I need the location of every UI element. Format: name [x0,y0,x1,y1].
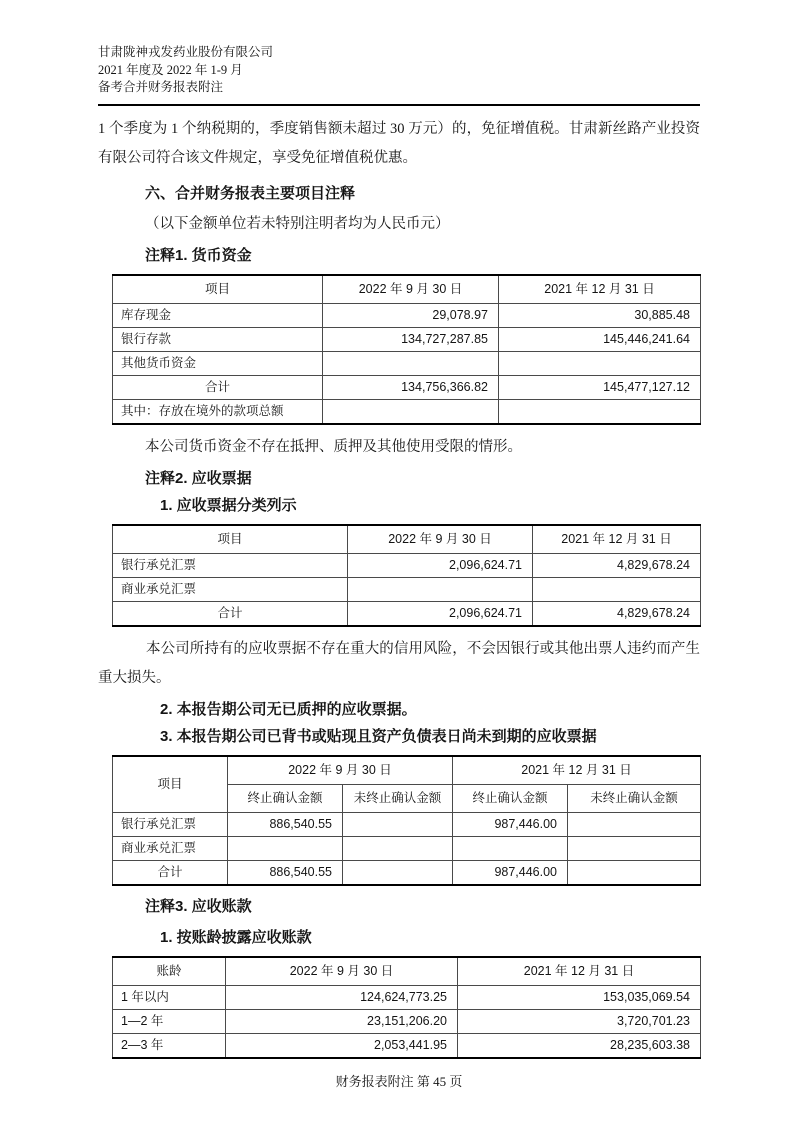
value-not-derecognized-2021 [568,812,701,836]
total-2021: 4,829,678.24 [533,601,701,626]
section6-title: 六、合并财务报表主要项目注释 [145,184,356,202]
value-2022: 2,053,441.95 [226,1033,458,1058]
value-2022: 29,078.97 [323,303,499,327]
table-row [113,303,701,327]
col-item: 项目 [113,756,228,813]
value-not-derecognized-2022 [343,812,453,836]
value-not-derecognized-2021 [568,836,701,860]
cash-table [112,274,701,425]
note3-item1-title: 1. 按账龄披露应收账款 [160,928,312,946]
row-label: 其中：存放在境外的款项总额 [113,399,323,424]
row-label: 2—3 年 [113,1033,226,1058]
value-2021 [499,351,701,375]
table-row [113,836,701,860]
endorsed-notes-table [112,755,701,886]
value-2022: 134,727,287.85 [323,327,499,351]
cash-table-header-row [113,275,701,304]
notes-receivable-table [112,524,701,627]
total-label: 合计 [113,601,348,626]
table-row [113,812,701,836]
value-2022 [323,351,499,375]
note2-title: 注释2. 应收票据 [145,469,252,487]
note2-remark: 本公司所持有的应收票据不存在重大的信用风险，不会因银行或其他出票人违约而产生重大损失。 [98,640,700,686]
col-aging: 账龄 [113,957,226,986]
row-label: 商业承兑汇票 [113,577,348,601]
doc-title: 备考合并财务报表附注 [98,80,224,94]
total-not-derecognized-2021 [568,860,701,885]
note1-remark: 本公司货币资金不存在抵押、质押及其他使用受限的情形。 [145,438,522,455]
row-label: 库存现金 [113,303,323,327]
page-number-footer: 财务报表附注 第 45 页 [335,1073,463,1089]
value-2021: 153,035,069.54 [458,985,701,1009]
row-label: 银行承兑汇票 [113,812,228,836]
note2-item3-title: 3. 本报告期公司已背书或贴现且资产负债表日尚未到期的应收票据 [160,727,597,745]
total-label: 合计 [113,375,323,399]
col-2021-group: 2021 年 12 月 31 日 [453,756,701,785]
value-2021: 30,885.48 [499,303,701,327]
note2-item2-title: 2. 本报告期公司无已质押的应收票据。 [160,700,417,718]
total-row [113,860,701,885]
value-2022 [348,577,533,601]
total-not-derecognized-2022 [343,860,453,885]
total-derecognized-2021: 987,446.00 [453,860,568,885]
col-2022: 2022 年 9 月 30 日 [348,525,533,554]
endorsed-table-group-header-row [113,756,701,785]
table-row [113,1009,701,1033]
value-2021: 3,720,701.23 [458,1009,701,1033]
value-2022: 2,096,624.71 [348,553,533,577]
row-label: 1 年以内 [113,985,226,1009]
row-label: 商业承兑汇票 [113,836,228,860]
table-row [113,327,701,351]
col-2021: 2021 年 12 月 31 日 [499,275,701,304]
value-2022: 124,624,773.25 [226,985,458,1009]
value-2021 [499,399,701,424]
col-item: 项目 [113,525,348,554]
value-derecognized-2022: 886,540.55 [228,812,343,836]
aging-table [112,956,701,1059]
table-row [113,399,701,424]
value-derecognized-2022 [228,836,343,860]
total-2022: 2,096,624.71 [348,601,533,626]
table-row [113,553,701,577]
value-2021: 145,446,241.64 [499,327,701,351]
col-2022-group: 2022 年 9 月 30 日 [228,756,453,785]
total-label: 合计 [113,860,228,885]
col-item: 项目 [113,275,323,304]
col-2021: 2021 年 12 月 31 日 [458,957,701,986]
notes-table-header-row [113,525,701,554]
value-2022: 23,151,206.20 [226,1009,458,1033]
row-label: 银行承兑汇票 [113,553,348,577]
col-not-derecognized-2022: 未终止确认金额 [343,784,453,812]
note1-title: 注释1. 货币资金 [145,246,252,264]
col-2021: 2021 年 12 月 31 日 [533,525,701,554]
row-label: 1—2 年 [113,1009,226,1033]
value-2021 [533,577,701,601]
total-2022: 134,756,366.82 [323,375,499,399]
col-not-derecognized-2021: 未终止确认金额 [568,784,701,812]
note2-item1-title: 1. 应收票据分类列示 [160,496,297,514]
value-2022 [323,399,499,424]
total-row [113,375,701,399]
col-2022: 2022 年 9 月 30 日 [323,275,499,304]
table-row [113,985,701,1009]
col-derecognized-2021: 终止确认金额 [453,784,568,812]
value-2021: 28,235,603.38 [458,1033,701,1058]
total-derecognized-2022: 886,540.55 [228,860,343,885]
col-2022: 2022 年 9 月 30 日 [226,957,458,986]
row-label: 其他货币资金 [113,351,323,375]
note3-title: 注释3. 应收账款 [145,897,252,915]
col-derecognized-2022: 终止确认金额 [228,784,343,812]
value-not-derecognized-2022 [343,836,453,860]
unit-note: （以下金额单位若未特别注明者均为人民币元） [145,215,450,232]
document-header [98,44,700,106]
table-row [113,351,701,375]
company-name: 甘肃陇神戎发药业股份有限公司 [98,45,274,59]
aging-table-header-row [113,957,701,986]
value-derecognized-2021 [453,836,568,860]
report-period: 2021 年度及 2022 年 1-9 月 [98,62,243,77]
total-2021: 145,477,127.12 [499,375,701,399]
table-row [113,577,701,601]
value-derecognized-2021: 987,446.00 [453,812,568,836]
table-row [113,1033,701,1058]
intro-paragraph: 1 个季度为 1 个纳税期的，季度销售额未超过 30 万元）的，免征增值税。甘肃新丝路产业投资有限公司符合该文件规定，享受免征增值税优惠。 [98,120,700,166]
value-2021: 4,829,678.24 [533,553,701,577]
total-row [113,601,701,626]
row-label: 银行存款 [113,327,323,351]
